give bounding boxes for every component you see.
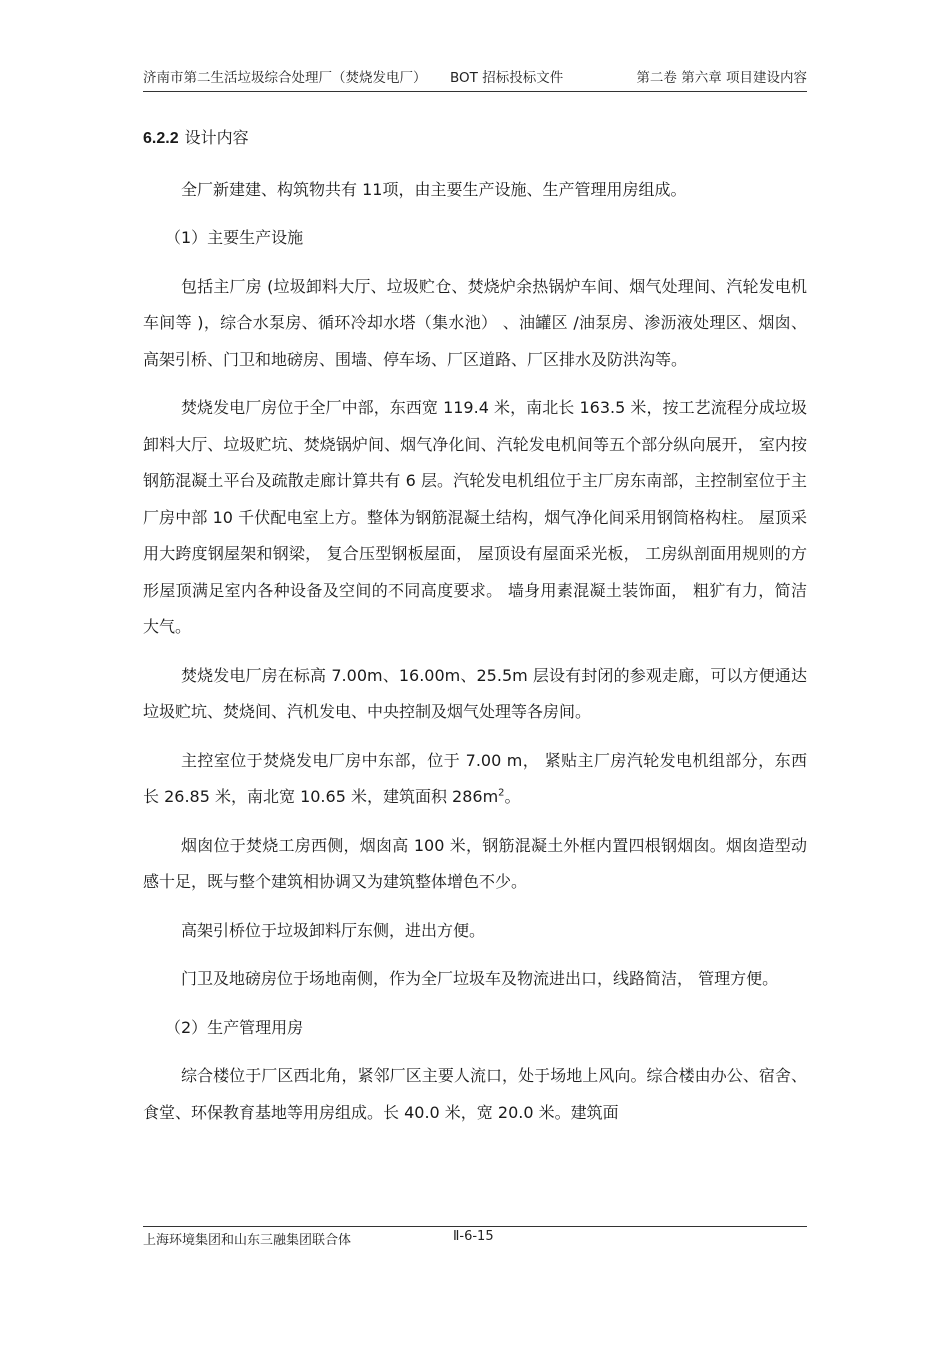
gate-paragraph: 门卫及地磅房位于场地南侧，作为全厂垃圾车及物流进出口，线路简洁， 管理方便。 xyxy=(181,969,779,988)
header-document-type: BOT 招标投标文件 xyxy=(450,70,564,86)
control-room-end: 。 xyxy=(504,787,521,806)
chimney-paragraph: 烟囱位于焚烧工房西侧，烟囱高 100 米，钢筋混凝土外框内置四根钢烟囱。烟囱造型动感十足，既与整个建筑相协调又为建筑整体增色不少。 xyxy=(143,835,807,891)
subheading-management-buildings: （2）生产管理用房 xyxy=(165,1017,304,1037)
area-superscript: 2 xyxy=(498,787,505,799)
page-header xyxy=(143,66,807,88)
subheading-production-facilities: （1）主要生产设施 xyxy=(165,228,304,247)
section-title: 设计内容 xyxy=(184,128,249,147)
intro-paragraph: 全厂新建建、构筑物共有 11项，由主要生产设施、生产管理用房组成。 xyxy=(181,179,687,199)
bridge-paragraph: 高架引桥位于垃圾卸料厅东侧，进出方便。 xyxy=(181,920,486,940)
header-project-title: 济南市第二生活垃圾综合处理厂（焚烧发电厂） xyxy=(143,70,427,86)
control-room-paragraph xyxy=(143,743,807,816)
section-number: 6.2.2 xyxy=(143,130,179,147)
corridor-paragraph: 焚烧发电厂房在标高 7.00m、16.00m、25.5m 层设有封闭的参观走廊，可以方便通达垃圾贮坑、焚烧间、汽机发电、中央控制及烟气处理等各房间。 xyxy=(143,665,807,721)
page-body xyxy=(143,120,807,1131)
page-number: Ⅱ-6-15 xyxy=(453,1229,494,1244)
facilities-paragraph: 包括主厂房 (垃圾卸料大厅、垃圾贮仓、焚烧炉余热锅炉车间、烟气处理间、汽轮发电机车间等 )，综合水泵房、循环冷却水塔（集水池） 、油罐区 /油泵房、渗沥液处理区、烟囱、高架引桥、门卫和地磅房、围墙、停车场、厂区道路、厂区排水及防洪沟等。 xyxy=(143,276,807,369)
header-chapter: 第二卷 第六章 项目建设内容 xyxy=(636,70,807,86)
main-building-paragraph: 焚烧发电厂房位于全厂中部，东西宽 119.4 米，南北长 163.5 米，按工艺流程分成垃圾卸料大厅、垃圾贮坑、焚烧锅炉间、烟气净化间、汽轮发电机间等五个部分纵向展开， 室内按钢筋混凝土平台及疏散走廊计算共有 6 层。汽轮发电机组位于主厂房东南部，主控制室位于主厂房中部 10 千伏配电室上方。整体为钢筋混凝土结构，烟气净化间采用钢筒格构柱。 屋顶采用大跨度钢屋架和钢梁， 复合压型钢板屋面， 屋顶设有屋面采光板， 工房纵剖面用规则的方形屋顶满足室内各种设备及空间的不同高度要求。 墙身用素混凝土装饰面， 粗犷有力，简洁大气。 xyxy=(143,398,807,636)
section-heading xyxy=(143,120,807,158)
footer-company: 上海环境集团和山东三融集团联合体 xyxy=(143,1233,352,1248)
footer-divider xyxy=(143,1226,807,1227)
header-divider xyxy=(143,91,807,92)
control-room-text: 主控室位于焚烧发电厂房中东部，位于 7.00 m， 紧贴主厂房汽轮发电机组部分，东西长 26.85 米，南北宽 10.65 米，建筑面积 286m xyxy=(143,750,807,806)
office-building-paragraph: 综合楼位于厂区西北角，紧邻厂区主要人流口，处于场地上风向。综合楼由办公、宿舍、食堂、环保教育基地等用房组成。长 40.0 米，宽 20.0 米。建筑面 xyxy=(143,1066,807,1122)
